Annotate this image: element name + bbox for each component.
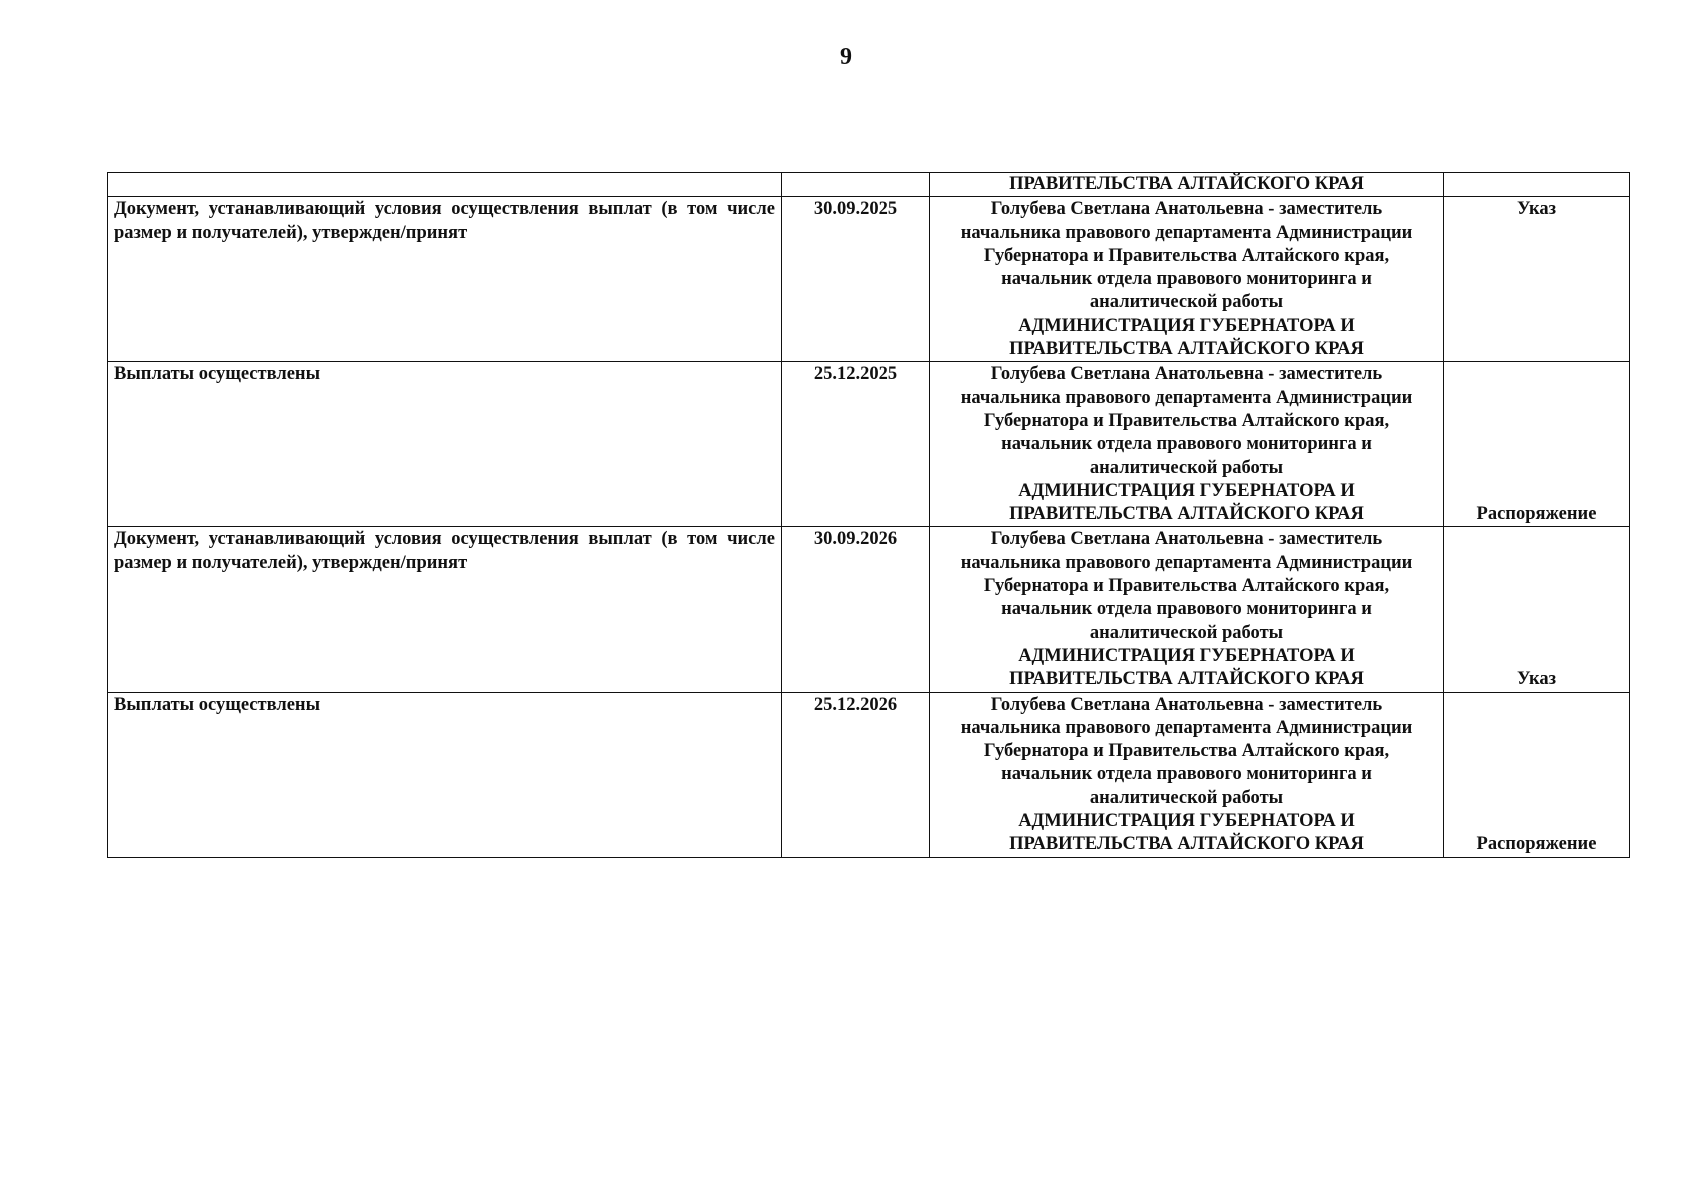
table-row — [108, 362, 1630, 527]
date-cell: 25.12.2025 — [782, 362, 930, 527]
document-type-label: Указ — [1516, 669, 1557, 690]
event-cell: Выплаты осуществлены — [108, 692, 782, 857]
document-type-cell — [1444, 362, 1630, 527]
responsible-line: начальника правового департамента Администрации — [960, 717, 1413, 738]
document-type-label: Указ — [1516, 199, 1557, 220]
page-number-text: 9 — [840, 44, 852, 70]
control-points-table — [107, 172, 1630, 858]
responsible-cell — [930, 692, 1444, 857]
responsible-line: АДМИНИСТРАЦИЯ ГУБЕРНАТОРА И — [1018, 315, 1355, 336]
responsible-line: аналитической работы — [1089, 292, 1284, 313]
responsible-line: Губернатора и Правительства Алтайского края, — [983, 741, 1390, 762]
responsible-line: аналитической работы — [1089, 787, 1284, 808]
event-cell — [108, 173, 782, 197]
responsible-line: аналитической работы — [1089, 622, 1284, 643]
date-cell: 30.09.2025 — [782, 197, 930, 362]
responsible-line: АДМИНИСТРАЦИЯ ГУБЕРНАТОРА И — [1018, 811, 1355, 832]
table-row — [108, 692, 1630, 857]
responsible-line: ПРАВИТЕЛЬСТВА АЛТАЙСКОГО КРАЯ — [1009, 669, 1364, 690]
responsible-line: Губернатора и Правительства Алтайского края, — [983, 245, 1390, 266]
responsible-line: ПРАВИТЕЛЬСТВА АЛТАЙСКОГО КРАЯ — [1009, 174, 1364, 194]
responsible-line: ПРАВИТЕЛЬСТВА АЛТАЙСКОГО КРАЯ — [1009, 504, 1364, 525]
responsible-line: начальник отдела правового мониторинга и — [1001, 764, 1372, 785]
date-cell — [782, 173, 930, 197]
responsible-line: Губернатора и Правительства Алтайского края, — [983, 410, 1390, 431]
responsible-line: аналитической работы — [1089, 457, 1284, 478]
document-type-cell — [1444, 197, 1630, 362]
date-cell: 25.12.2026 — [782, 692, 930, 857]
responsible-line: ПРАВИТЕЛЬСТВА АЛТАЙСКОГО КРАЯ — [1009, 339, 1364, 360]
responsible-line: начальник отдела правового мониторинга и — [1001, 269, 1372, 290]
table-body — [108, 173, 1630, 858]
responsible-cell — [930, 173, 1444, 197]
responsible-cell — [930, 197, 1444, 362]
event-cell: Документ, устанавливающий условия осуществления выплат (в том числе размер и получателей), утвержден/принят — [108, 527, 782, 692]
responsible-line: ПРАВИТЕЛЬСТВА АЛТАЙСКОГО КРАЯ — [1009, 834, 1364, 855]
responsible-cell — [930, 527, 1444, 692]
responsible-line: начальника правового департамента Администрации — [960, 552, 1413, 573]
responsible-line: Голубева Светлана Анатольевна - заместитель — [990, 364, 1383, 385]
responsible-line: Голубева Светлана Анатольевна - заместитель — [990, 694, 1383, 715]
responsible-line: Губернатора и Правительства Алтайского края, — [983, 576, 1390, 597]
responsible-line: Голубева Светлана Анатольевна - заместитель — [990, 199, 1383, 220]
responsible-line: начальника правового департамента Администрации — [960, 387, 1413, 408]
responsible-cell — [930, 362, 1444, 527]
document-type-cell — [1444, 173, 1630, 197]
responsible-line: начальник отдела правового мониторинга и — [1001, 434, 1372, 455]
table-row-continuation — [108, 173, 1630, 197]
page-number — [0, 44, 1693, 71]
table-row — [108, 197, 1630, 362]
date-cell: 30.09.2026 — [782, 527, 930, 692]
document-type-label: Распоряжение — [1476, 504, 1597, 525]
document-type-label: Распоряжение — [1476, 834, 1597, 855]
event-cell: Выплаты осуществлены — [108, 362, 782, 527]
document-type-cell — [1444, 527, 1630, 692]
responsible-line: АДМИНИСТРАЦИЯ ГУБЕРНАТОРА И — [1018, 480, 1355, 501]
document-type-cell — [1444, 692, 1630, 857]
responsible-line: начальника правового департамента Администрации — [960, 222, 1413, 243]
responsible-line: Голубева Светлана Анатольевна - заместитель — [990, 529, 1383, 550]
responsible-line: начальник отдела правового мониторинга и — [1001, 599, 1372, 620]
event-cell: Документ, устанавливающий условия осуществления выплат (в том числе размер и получателей), утвержден/принят — [108, 197, 782, 362]
responsible-line: АДМИНИСТРАЦИЯ ГУБЕРНАТОРА И — [1018, 645, 1355, 666]
table-row — [108, 527, 1630, 692]
